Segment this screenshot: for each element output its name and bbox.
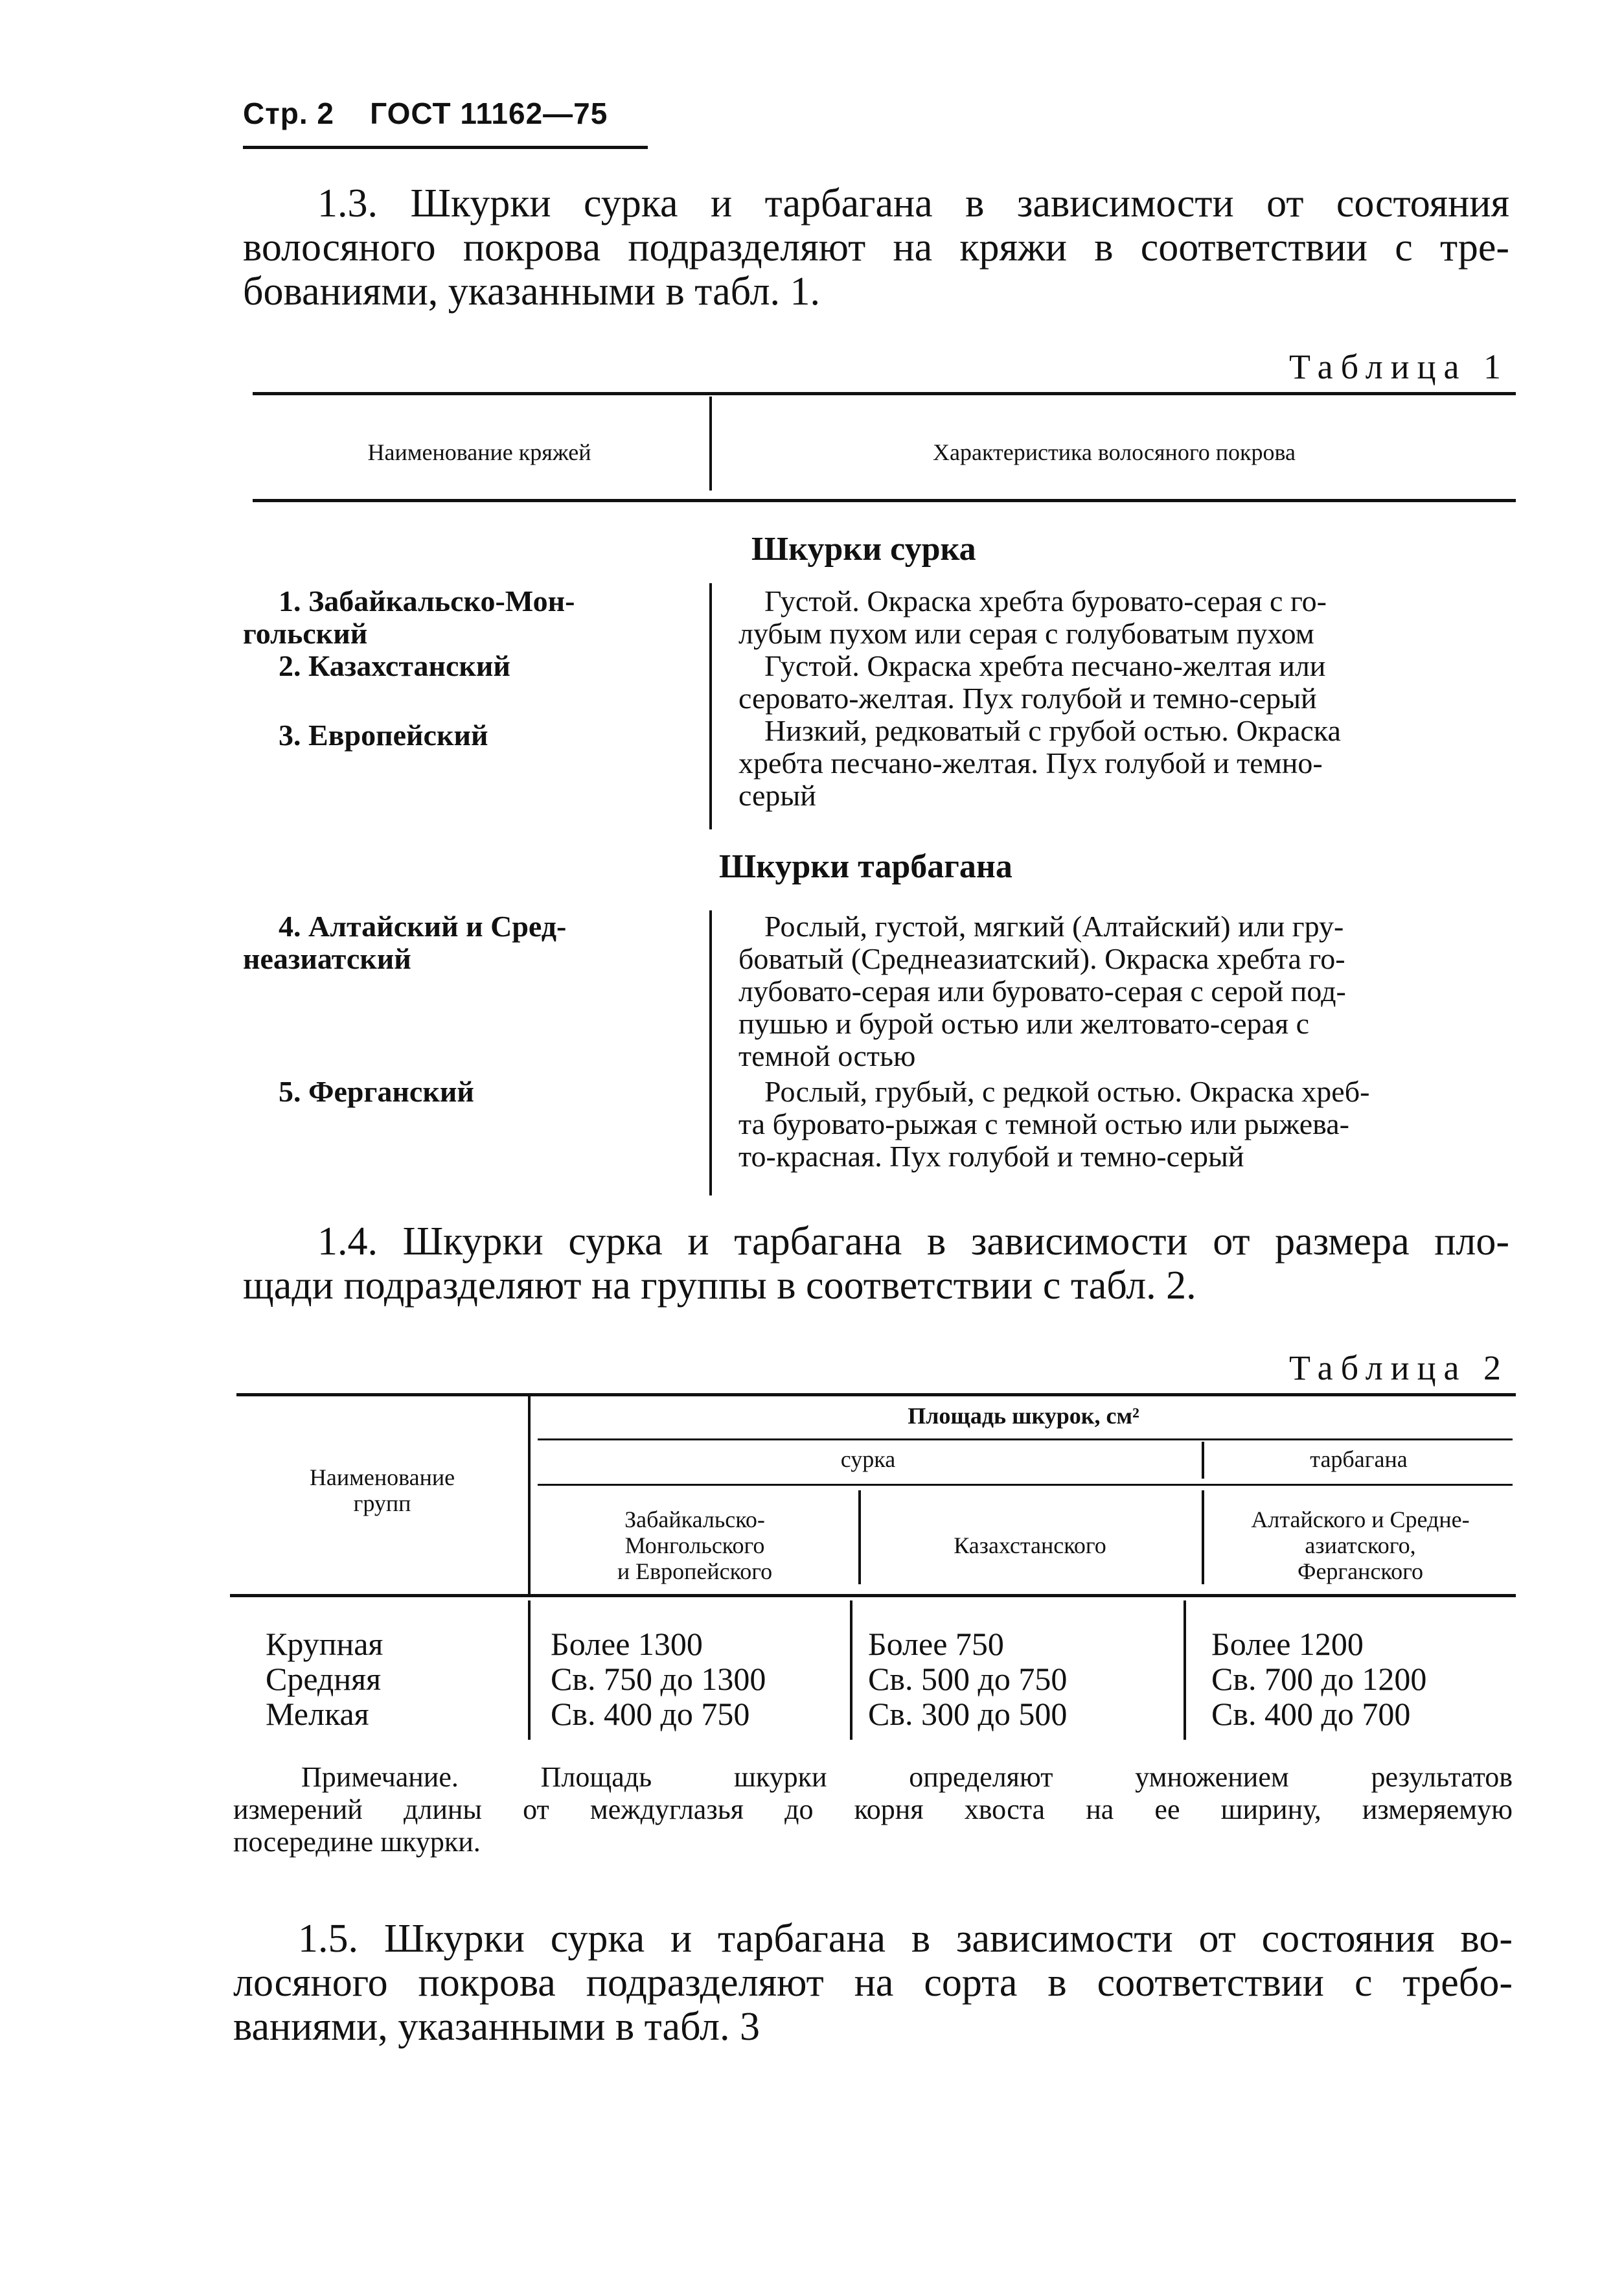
kryazh-name-1-line-2: гольский xyxy=(243,617,368,650)
table-2-caption: Таблица 2 xyxy=(1289,1348,1509,1387)
kryazh-desc-2 xyxy=(738,650,1513,715)
kryazh-desc-4-line-4: пушью и бурой остью или желтовато-серая с xyxy=(738,1007,1310,1040)
p15-line-2: лосяного покрова подразделяют на сорта в соответствии с требо- xyxy=(233,1961,1513,2005)
table-1-col2-head: Характеристика волосяного покрова xyxy=(933,439,1296,465)
kryazh-desc-4-line-5: темной остью xyxy=(738,1039,916,1072)
c1-line-2: Монгольского xyxy=(624,1532,765,1558)
table-1-col1-head: Наименование кряжей xyxy=(367,439,591,465)
note-line-2: измерений длины от междуглазья до корня хвоста на ее ширину, измеряемую xyxy=(233,1794,1513,1825)
table-2-col-divider-1 xyxy=(858,1490,861,1584)
page-number: Стр. 2 xyxy=(243,97,334,130)
table-2-groups xyxy=(266,1626,383,1731)
kryazh-desc-5-line-2: та буровато-рыжая с темной остью или рыжева- xyxy=(738,1107,1349,1140)
kryazh-desc-1 xyxy=(738,585,1513,650)
kryazh-desc-4-line-2: боватый (Среднеазиатский). Окраска хребта го- xyxy=(738,942,1345,975)
header-rule xyxy=(243,146,648,149)
kryazh-desc-5-line-3: то-красная. Пух голубой и темно-серый xyxy=(738,1140,1244,1173)
standard-code: ГОСТ 11162—75 xyxy=(370,97,608,130)
kryazh-name-2: 2. Казахстанский xyxy=(279,649,510,682)
table-1-divider-1 xyxy=(709,583,712,829)
c3-line-3: Ферганского xyxy=(1298,1558,1423,1584)
note-line-3: посередине шкурки. xyxy=(233,1826,481,1858)
kryazh-name-5: 5. Ферганский xyxy=(279,1075,474,1108)
kryazh-name-3: 3. Европейский xyxy=(279,719,488,752)
kryazh-name-1-line-1: 1. Забайкальско-Мон- xyxy=(279,584,575,618)
kryazh-desc-5-line-1: Рослый, грубый, с редкой остью. Окраска хреб- xyxy=(764,1075,1370,1108)
v2-small: Св. 300 до 500 xyxy=(868,1696,1068,1732)
table-2-col-divider-2 xyxy=(1202,1490,1204,1584)
v3-medium: Св. 700 до 1200 xyxy=(1211,1661,1427,1697)
kryazh-desc-4-line-1: Рослый, густой, мягкий (Алтайский) или гру- xyxy=(764,910,1344,943)
page-header xyxy=(243,96,608,131)
p15-line-3: ваниями, указанными в табл. 3 xyxy=(233,2005,760,2049)
v3-large: Более 1200 xyxy=(1211,1626,1364,1662)
kryazh-name-4-line-2: неазиатский xyxy=(243,942,411,975)
v2-large: Более 750 xyxy=(868,1626,1004,1662)
p13-line-2: волосяного покрова подразделяют на кряжи в соответствии с тре- xyxy=(243,225,1509,270)
table-1-section-tarbagan: Шкурки тарбагана xyxy=(719,848,1012,885)
paragraph-1-4 xyxy=(243,1219,1509,1308)
note-line-1: Примечание. Площадь шкурки определяют умножением результатов xyxy=(301,1761,1513,1793)
table-1-head-rule xyxy=(253,499,1516,502)
kryazh-name-1 xyxy=(243,584,680,650)
p13-line-1: 1.3. Шкурки сурка и тарбагана в зависимости от состояния xyxy=(317,181,1509,225)
kryazh-name-4-line-1: 4. Алтайский и Сред- xyxy=(279,910,567,943)
kryazh-desc-3 xyxy=(738,715,1513,812)
table-1-top-rule xyxy=(253,392,1516,395)
kryazh-desc-1-line-2: лубым пухом или серая с голубоватым пухом xyxy=(738,617,1314,650)
v3-small: Св. 400 до 700 xyxy=(1211,1696,1411,1732)
table-2-area-head: Площадь шкурок, см² xyxy=(908,1403,1139,1429)
table-2-group-head xyxy=(240,1464,525,1516)
v1-small: Св. 400 до 750 xyxy=(551,1696,750,1732)
group-large: Крупная xyxy=(266,1626,383,1662)
paragraph-1-3 xyxy=(243,181,1509,314)
table-2-head-rule xyxy=(230,1594,1516,1597)
c3-line-2: азиатского, xyxy=(1305,1532,1416,1558)
table-2-sub-divider-a xyxy=(1202,1442,1204,1479)
table-2-values-altai xyxy=(1211,1626,1426,1731)
table-2-col-zabaikal xyxy=(538,1507,852,1584)
table-2-body-divider-0 xyxy=(528,1600,531,1740)
v1-medium: Св. 750 до 1300 xyxy=(551,1661,766,1697)
group-small: Мелкая xyxy=(266,1696,369,1732)
table-2-area-rule xyxy=(538,1438,1513,1440)
kryazh-desc-2-line-2: серовато-желтая. Пух голубой и темно-серый xyxy=(738,682,1317,715)
table-2-body-divider-1 xyxy=(850,1600,852,1740)
kryazh-desc-4 xyxy=(738,910,1513,1072)
v2-medium: Св. 500 до 750 xyxy=(868,1661,1068,1697)
kryazh-desc-4-line-3: лубовато-серая или буровато-серая с серой под- xyxy=(738,975,1346,1008)
p14-line-1: 1.4. Шкурки сурка и тарбагана в зависимости от размера пло- xyxy=(317,1219,1509,1264)
kryazh-name-4 xyxy=(243,910,680,975)
table-2-values-kazakh xyxy=(868,1626,1067,1731)
table-1-caption: Таблица 1 xyxy=(1289,347,1509,386)
table-1-head-divider xyxy=(709,397,712,491)
paragraph-1-5 xyxy=(233,1917,1513,2049)
table-2-top-rule xyxy=(236,1393,1516,1396)
kryazh-desc-2-line-1: Густой. Окраска хребта песчано-желтая или xyxy=(764,649,1326,682)
kryazh-desc-3-line-2: хребта песчано-желтая. Пух голубой и темно- xyxy=(738,746,1323,779)
table-2-values-zabaikal xyxy=(551,1626,766,1731)
p14-line-2: щади подразделяют на группы в соответствии с табл. 2. xyxy=(243,1264,1196,1308)
table-2-sub-rule xyxy=(538,1484,1513,1486)
kryazh-desc-1-line-1: Густой. Окраска хребта буровато-серая с го- xyxy=(764,584,1327,618)
table-2-col-altai xyxy=(1208,1507,1513,1584)
table-2-tarbagan-head: тарбагана xyxy=(1310,1446,1408,1472)
table-1-section-surka: Шкурки сурка xyxy=(751,531,976,568)
group-head-line-2: групп xyxy=(353,1490,411,1516)
table-2-surka-head: сурка xyxy=(840,1446,896,1472)
kryazh-desc-3-line-1: Низкий, редковатый с грубой остью. Окраска xyxy=(764,714,1341,747)
kryazh-desc-3-line-3: серый xyxy=(738,779,816,812)
table-2-col-kazakh: Казахстанского xyxy=(954,1532,1106,1558)
p13-line-3: бованиями, указанными в табл. 1. xyxy=(243,270,821,314)
table-2-body-divider-2 xyxy=(1184,1600,1186,1740)
table-2-group-divider xyxy=(528,1396,531,1594)
c3-line-1: Алтайского и Средне- xyxy=(1251,1507,1470,1532)
v1-large: Более 1300 xyxy=(551,1626,703,1662)
p15-line-1: 1.5. Шкурки сурка и тарбагана в зависимости от состояния во- xyxy=(298,1917,1513,1961)
table-1-divider-2 xyxy=(709,910,712,1195)
table-2-note xyxy=(233,1761,1513,1858)
kryazh-desc-5 xyxy=(738,1076,1513,1173)
group-head-line-1: Наименование xyxy=(309,1464,455,1490)
group-medium: Средняя xyxy=(266,1661,382,1697)
c1-line-3: и Европейского xyxy=(617,1558,773,1584)
c1-line-1: Забайкальско- xyxy=(624,1507,765,1532)
